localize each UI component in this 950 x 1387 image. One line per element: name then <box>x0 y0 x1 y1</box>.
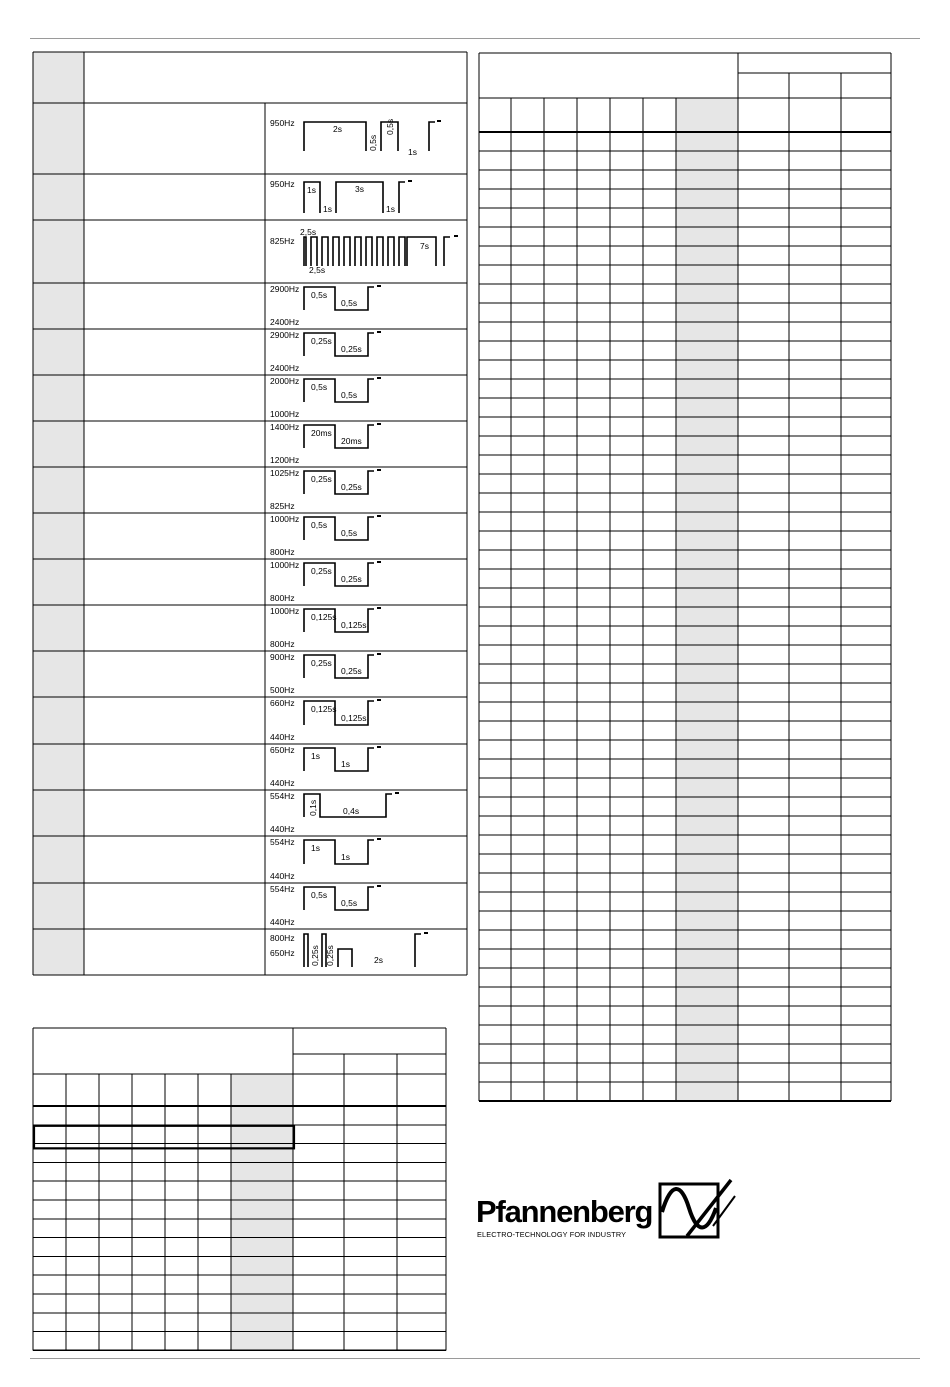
waveform-repeat-marker <box>454 235 458 237</box>
duration-label: 0,25s <box>341 574 362 584</box>
frequency-label: 554Hz <box>270 791 295 801</box>
tone-number-cell <box>33 790 84 836</box>
duration-label: 20ms <box>311 428 332 438</box>
duration-label: 1s <box>341 852 350 862</box>
switch-table-large-shaded-column <box>676 98 738 1101</box>
pfannenberg-logo-icon <box>657 1178 737 1240</box>
frequency-label: 1400Hz <box>270 422 300 432</box>
duration-label: 0,5s <box>341 390 358 400</box>
tone-number-cell <box>33 651 84 697</box>
waveform-line <box>415 934 421 967</box>
frequency-label: 2900Hz <box>270 330 300 340</box>
waveform-line <box>399 182 405 213</box>
duration-label: 0,125s <box>341 713 367 723</box>
duration-label: 0,25s <box>325 945 335 966</box>
frequency-label: 825Hz <box>270 501 295 511</box>
frequency-label: 2900Hz <box>270 284 300 294</box>
waveform-repeat-marker <box>437 120 441 122</box>
tone-number-cell <box>33 559 84 605</box>
frequency-label: 500Hz <box>270 685 295 695</box>
tone-number-cell <box>33 605 84 651</box>
waveform-line <box>399 237 405 266</box>
brand-name: Pfannenberg <box>476 1194 653 1229</box>
tone-number-cell <box>33 883 84 929</box>
frequency-label: 800Hz <box>270 547 295 557</box>
duration-label: 0,25s <box>341 344 362 354</box>
frequency-label: 1000Hz <box>270 514 300 524</box>
frequency-label: 440Hz <box>270 871 295 881</box>
waveform-line <box>304 934 308 967</box>
waveform-repeat-marker <box>395 792 399 794</box>
tone-number-cell <box>33 283 84 329</box>
waveform-repeat-marker <box>424 932 428 934</box>
frequency-label: 2400Hz <box>270 317 300 327</box>
frequency-label: 950Hz <box>270 179 295 189</box>
waveform-repeat-marker <box>377 469 381 471</box>
duration-label: 1s <box>307 185 316 195</box>
duration-label: 0,5s <box>311 290 328 300</box>
tone-number-cell <box>33 174 84 220</box>
frequency-label: 950Hz <box>270 118 295 128</box>
frequency-label: 440Hz <box>270 917 295 927</box>
frequency-label: 800Hz <box>270 639 295 649</box>
waveform-line <box>377 237 383 266</box>
tone-number-cell <box>33 103 84 174</box>
duration-label: 0,5s <box>311 890 328 900</box>
waveform-repeat-marker <box>377 699 381 701</box>
duration-label: 2s <box>374 955 383 965</box>
waveform-repeat-marker <box>377 515 381 517</box>
frequency-label: 800Hz <box>270 933 295 943</box>
waveform-line <box>388 237 394 266</box>
waveform-repeat-marker <box>377 746 381 748</box>
frequency-label: 650Hz <box>270 948 295 958</box>
frequency-label: 2400Hz <box>270 363 300 373</box>
frequency-label: 1000Hz <box>270 560 300 570</box>
waveform-repeat-marker <box>377 561 381 563</box>
duration-label: 0,5s <box>311 382 328 392</box>
duration-label: 3s <box>355 184 364 194</box>
duration-label: 2,5s <box>300 227 317 237</box>
waveform-line <box>322 237 328 266</box>
waveform-repeat-marker <box>377 423 381 425</box>
duration-label: 0,5s <box>341 298 358 308</box>
tone-number-cell <box>33 513 84 559</box>
duration-label: 1s <box>323 204 332 214</box>
duration-label: 1s <box>386 204 395 214</box>
waveform-line <box>366 237 372 266</box>
duration-label: 0,25s <box>311 336 332 346</box>
frequency-label: 1025Hz <box>270 468 300 478</box>
frequency-label: 554Hz <box>270 837 295 847</box>
waveform-repeat-marker <box>377 285 381 287</box>
duration-label: 0,5s <box>368 134 378 151</box>
tone-number-cell <box>33 220 84 283</box>
tone-number-cell <box>33 467 84 513</box>
frequency-label: 554Hz <box>270 884 295 894</box>
waveform-line <box>344 237 350 266</box>
duration-label: 1s <box>341 759 350 769</box>
duration-label: 0,25s <box>310 945 320 966</box>
tone-number-cell <box>33 697 84 744</box>
waveform-line <box>355 237 361 266</box>
waveform-line <box>429 122 435 151</box>
duration-label: 0,25s <box>341 666 362 676</box>
frequency-label: 440Hz <box>270 824 295 834</box>
tone-number-cell <box>33 929 84 975</box>
waveform-line <box>338 949 352 967</box>
tone-number-cell <box>33 375 84 421</box>
duration-label: 1s <box>311 751 320 761</box>
duration-label: 0,125s <box>341 620 367 630</box>
frequency-label: 660Hz <box>270 698 295 708</box>
duration-label: 1s <box>408 147 417 157</box>
duration-label: 0,4s <box>343 806 360 816</box>
duration-label: 0,25s <box>311 474 332 484</box>
waveform-line <box>444 237 450 266</box>
tone-number-cell <box>33 52 84 103</box>
frequency-label: 440Hz <box>270 732 295 742</box>
duration-label: 0,25s <box>341 482 362 492</box>
waveform-repeat-marker <box>377 885 381 887</box>
duration-label: 20ms <box>341 436 362 446</box>
waveform-repeat-marker <box>377 653 381 655</box>
tone-number-cell <box>33 744 84 790</box>
duration-label: 1s <box>311 843 320 853</box>
frequency-label: 900Hz <box>270 652 295 662</box>
frequency-label: 1200Hz <box>270 455 300 465</box>
tone-number-cell <box>33 421 84 467</box>
waveform-line <box>311 237 317 266</box>
tone-number-cell <box>33 329 84 375</box>
duration-label: 0,5s <box>341 898 358 908</box>
tone-number-cell <box>33 836 84 883</box>
duration-label: 7s <box>420 241 429 251</box>
duration-label: 2,5s <box>309 265 326 275</box>
duration-label: 2s <box>333 124 342 134</box>
duration-label: 0,5s <box>311 520 328 530</box>
frequency-label: 825Hz <box>270 236 295 246</box>
switch-table-small-shaded-column <box>231 1074 293 1350</box>
waveform-repeat-marker <box>377 377 381 379</box>
duration-label: 0,125s <box>311 704 337 714</box>
frequency-label: 1000Hz <box>270 606 300 616</box>
waveform-repeat-marker <box>408 180 412 182</box>
duration-label: 0,5s <box>385 118 395 135</box>
waveform-line <box>333 237 339 266</box>
waveform-line <box>304 237 306 266</box>
frequency-label: 650Hz <box>270 745 295 755</box>
frequency-label: 1000Hz <box>270 409 300 419</box>
duration-label: 0,1s <box>308 799 318 816</box>
waveform-repeat-marker <box>377 607 381 609</box>
frequency-label: 800Hz <box>270 593 295 603</box>
waveform-repeat-marker <box>377 838 381 840</box>
duration-label: 0,5s <box>341 528 358 538</box>
waveform-repeat-marker <box>377 331 381 333</box>
brand-tagline: ELECTRO-TECHNOLOGY FOR INDUSTRY <box>477 1230 627 1239</box>
duration-label: 0,25s <box>311 566 332 576</box>
frequency-label: 440Hz <box>270 778 295 788</box>
duration-label: 0,125s <box>311 612 337 622</box>
frequency-label: 2000Hz <box>270 376 300 386</box>
duration-label: 0,25s <box>311 658 332 668</box>
